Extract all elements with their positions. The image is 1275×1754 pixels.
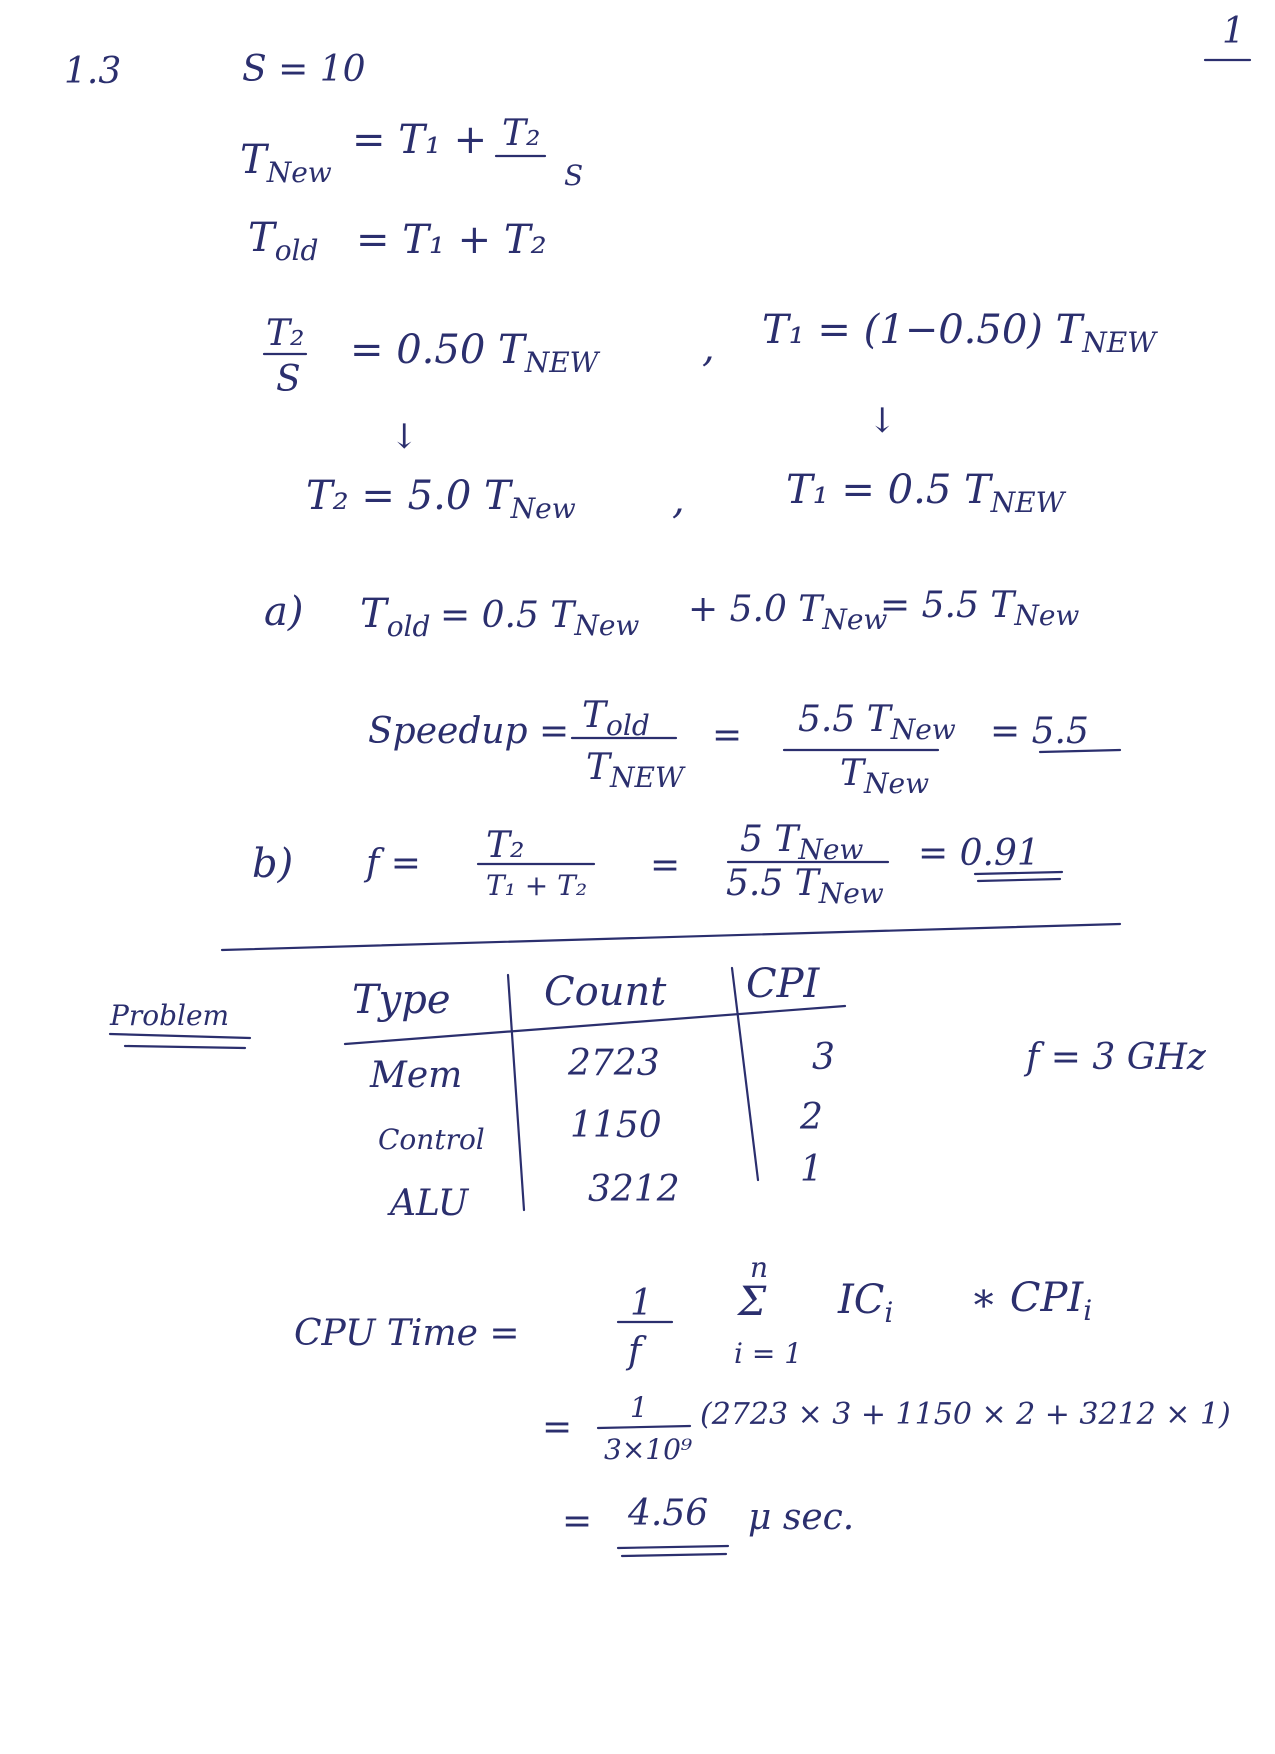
problem-underline-2 — [125, 1046, 245, 1048]
arrow-down-2: ↓ — [868, 401, 897, 441]
tnew-frac-num: T₂ — [502, 113, 541, 154]
f-num: T₂ — [486, 825, 525, 866]
table-row-mem-cpi: 3 — [812, 1037, 835, 1078]
told-a-rhs3: = 5.5 $T_{New}$ — [880, 585, 1080, 633]
line2-den: 3×10⁹ — [604, 1433, 693, 1466]
f-den: T₁ + T₂ — [486, 869, 588, 902]
table-header-type: Type — [352, 977, 451, 1023]
table-row-control-type: Control — [378, 1123, 485, 1156]
sum-bottom: i = 1 — [734, 1337, 803, 1370]
told-a-rhs2: + 5.0 $T_{New}$ — [688, 589, 888, 637]
ratio-num: T₂ — [266, 313, 305, 354]
cpu-frac-num: 1 — [630, 1283, 653, 1324]
line2-expression: (2723 × 3 + 1150 × 2 + 3212 × 1) — [700, 1397, 1231, 1432]
comma-1: , — [702, 325, 715, 371]
cpu-time-label: CPU Time = — [294, 1313, 520, 1354]
table-row-mem-type: Mem — [370, 1055, 463, 1096]
table-row-alu-count: 3212 — [588, 1169, 680, 1210]
speedup-result: = 5.5 — [990, 711, 1089, 752]
cpu-time-unit: μ sec. — [748, 1497, 855, 1538]
part-b-label: b) — [252, 841, 294, 887]
cpu-frac-den: f — [628, 1331, 642, 1372]
f-num2: 5 $T_{New}$ — [740, 819, 864, 867]
tnew-rhs: = T₁ + — [352, 117, 488, 163]
f-result: = 0.91 — [918, 833, 1040, 874]
result-underline-1 — [618, 1546, 728, 1548]
told-lhs: $T_{old}$ — [248, 215, 319, 267]
ratio-rhs: = 0.50 $T_{NEW}$ — [350, 327, 599, 379]
told-a-lhs: $T_{old}$ — [360, 591, 431, 643]
sum-top: n — [750, 1251, 769, 1284]
table-col-rule-1 — [508, 975, 524, 1210]
result-underline-2 — [622, 1554, 726, 1556]
part-a-label: a) — [264, 589, 304, 635]
table-row-control-cpi: 2 — [800, 1097, 823, 1138]
told-rhs: = T₁ + T₂ — [356, 217, 547, 263]
section-number: 1.3 — [64, 51, 122, 92]
cpu-fraction-bar-2 — [598, 1426, 690, 1428]
speedup-label: Speedup = — [368, 711, 570, 752]
table-header-count: Count — [544, 969, 667, 1015]
speedup-eq: = — [712, 715, 743, 756]
line3-eq: = — [562, 1501, 593, 1542]
section-divider — [222, 924, 1120, 950]
speedup-den2: $T_{New}$ — [840, 753, 930, 801]
sum-times: ∗ $CPI_i$ — [970, 1275, 1093, 1327]
frequency: f = 3 GHz — [1026, 1037, 1206, 1078]
table-header-cpi: CPI — [746, 961, 820, 1007]
table-row-control-count: 1150 — [570, 1105, 662, 1146]
f-eq: = — [650, 845, 681, 886]
t1-result: T₁ = 0.5 $T_{NEW}$ — [786, 467, 1065, 519]
t1-eq: T₁ = (1−0.50) $T_{NEW}$ — [762, 307, 1157, 359]
line2-num: 1 — [630, 1391, 648, 1424]
table-row-alu-type: ALU — [390, 1183, 469, 1224]
tnew-lhs: $T_{New}$ — [240, 137, 332, 189]
f-result-underline-2 — [978, 879, 1060, 881]
line2-eq: = — [542, 1407, 573, 1448]
table-row-alu-cpi: 1 — [800, 1149, 823, 1190]
cpu-time-result: 4.56 — [628, 1493, 709, 1534]
ratio-den: S — [276, 359, 301, 400]
tnew-frac-den: S — [564, 159, 584, 192]
arrow-down-1: ↓ — [390, 417, 419, 457]
f-den2: 5.5 $T_{New}$ — [726, 863, 884, 911]
given-s: S = 10 — [242, 49, 366, 90]
page-number: 1 — [1222, 11, 1245, 52]
f-label: f = — [366, 843, 421, 884]
speedup-num2: 5.5 $T_{New}$ — [798, 699, 956, 747]
comma-2: , — [672, 477, 685, 523]
sum-term: $IC_i$ — [838, 1277, 894, 1329]
problem-underline-1 — [110, 1034, 250, 1038]
told-a-rhs1: = 0.5 $T_{New}$ — [440, 595, 640, 643]
sum-symbol: Σ — [738, 1279, 767, 1325]
table-row-mem-count: 2723 — [568, 1043, 660, 1084]
speedup-num: $T_{old}$ — [582, 695, 650, 743]
t2-result: T₂ = 5.0 $T_{New}$ — [306, 473, 576, 525]
speedup-den: $T_{NEW}$ — [586, 747, 684, 795]
problem-label: Problem — [110, 999, 230, 1032]
